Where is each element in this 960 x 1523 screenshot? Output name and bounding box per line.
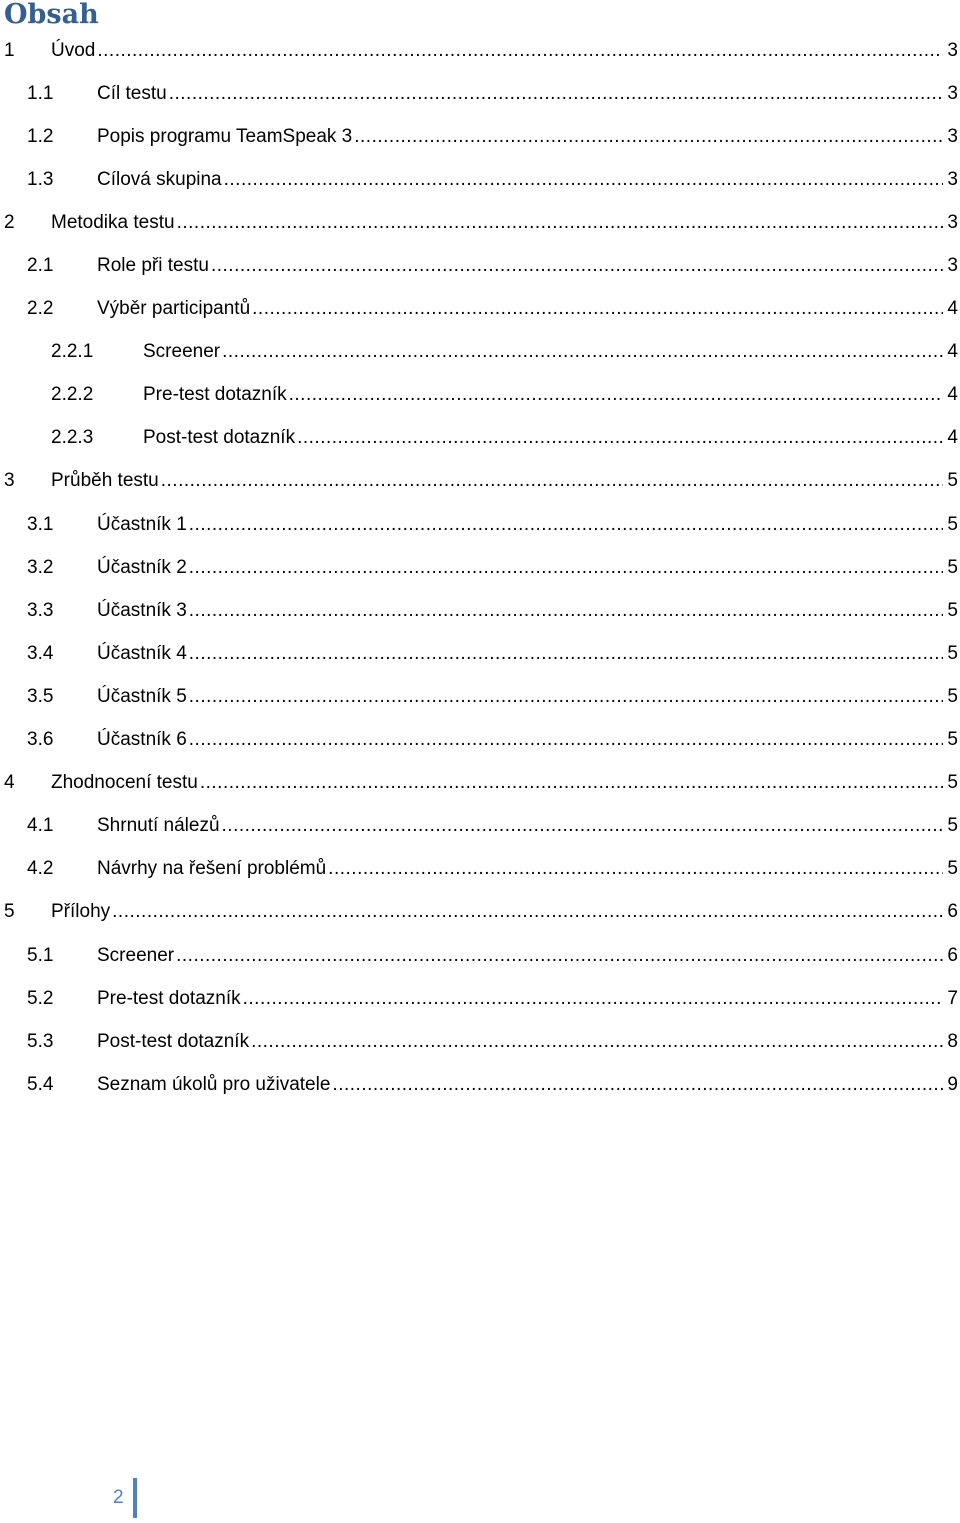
toc-entry-page: 5 xyxy=(947,513,958,535)
page-title: Obsah xyxy=(4,0,99,30)
toc-entry-number: 2.1 xyxy=(27,255,54,277)
toc-entry-title[interactable]: Výběr participantů xyxy=(97,298,251,320)
toc-dot-leader xyxy=(177,212,944,234)
toc-entry-title[interactable]: Přílohy xyxy=(51,901,111,923)
toc-entry-line xyxy=(97,945,960,967)
toc-entry-title[interactable]: Post-test dotazník xyxy=(143,427,296,449)
toc-entry[interactable] xyxy=(0,891,960,934)
toc-entry-page: 8 xyxy=(947,1030,958,1052)
toc-entry-title[interactable]: Screener xyxy=(97,944,175,966)
toc-entry-page: 5 xyxy=(947,556,958,578)
toc-entry[interactable] xyxy=(0,848,960,891)
toc-entry-number: 4 xyxy=(4,772,15,794)
toc-entry[interactable] xyxy=(0,29,960,72)
toc-dot-leader xyxy=(354,126,943,148)
toc-entry[interactable] xyxy=(0,244,960,287)
toc-entry-title[interactable]: Role při testu xyxy=(97,255,209,277)
toc-entry-title[interactable]: Pre-test dotazník xyxy=(97,987,241,1009)
toc-dot-leader xyxy=(243,988,944,1010)
toc-entry-title[interactable]: Metodika testu xyxy=(51,211,175,233)
toc-entry-line xyxy=(97,1031,960,1053)
toc-entry-title[interactable]: Zhodnocení testu xyxy=(51,772,198,794)
toc-dot-leader xyxy=(176,945,943,967)
toc-entry-page: 7 xyxy=(947,987,958,1009)
toc-dot-leader xyxy=(332,1074,943,1096)
toc-entry-line xyxy=(97,298,960,320)
toc-entry-line xyxy=(97,600,960,622)
toc-entry-page: 5 xyxy=(947,470,958,492)
toc-entry[interactable] xyxy=(0,632,960,675)
toc-entry-line xyxy=(97,729,960,751)
table-of-contents xyxy=(0,29,960,1106)
toc-entry-line xyxy=(51,40,960,62)
toc-entry-number: 2.2.1 xyxy=(51,341,94,363)
toc-entry-page: 5 xyxy=(947,815,958,837)
toc-dot-leader xyxy=(224,169,944,191)
toc-entry[interactable] xyxy=(0,417,960,460)
toc-entry-line xyxy=(143,384,960,406)
toc-entry-number: 3.6 xyxy=(27,729,54,751)
toc-entry-page: 5 xyxy=(947,599,958,621)
toc-entry[interactable] xyxy=(0,589,960,632)
toc-entry-number: 5.3 xyxy=(27,1030,54,1052)
toc-entry-line xyxy=(97,126,960,148)
toc-entry-number: 1.1 xyxy=(27,82,54,104)
toc-entry-title[interactable]: Cíl testu xyxy=(97,82,167,104)
toc-dot-leader xyxy=(200,772,944,794)
toc-entry-title[interactable]: Průběh testu xyxy=(51,470,159,492)
toc-entry-page: 3 xyxy=(947,82,958,104)
toc-entry-page: 5 xyxy=(947,772,958,794)
toc-entry-number: 1 xyxy=(4,39,15,61)
toc-entry-page: 5 xyxy=(947,729,958,751)
toc-dot-leader xyxy=(112,901,943,923)
toc-entry[interactable] xyxy=(0,805,960,848)
toc-entry-number: 1.3 xyxy=(27,168,54,190)
toc-entry[interactable] xyxy=(0,288,960,331)
toc-entry[interactable] xyxy=(0,72,960,115)
toc-entry-line xyxy=(97,815,960,837)
toc-entry-page: 4 xyxy=(947,384,958,406)
toc-entry-page: 3 xyxy=(947,211,958,233)
toc-entry[interactable] xyxy=(0,977,960,1020)
toc-entry[interactable] xyxy=(0,719,960,762)
toc-entry-page: 5 xyxy=(947,642,958,664)
toc-entry-line xyxy=(97,686,960,708)
toc-entry-title[interactable]: Účastník 5 xyxy=(97,685,187,707)
toc-entry-number: 5.2 xyxy=(27,987,54,1009)
toc-entry[interactable] xyxy=(0,115,960,158)
toc-entry-number: 3.2 xyxy=(27,556,54,578)
toc-dot-leader xyxy=(222,815,944,837)
toc-entry-title[interactable]: Účastník 3 xyxy=(97,599,187,621)
toc-dot-leader xyxy=(189,600,944,622)
toc-entry-number: 3.5 xyxy=(27,685,54,707)
toc-dot-leader xyxy=(222,341,943,363)
toc-dot-leader xyxy=(97,40,943,62)
toc-entry-number: 3.3 xyxy=(27,599,54,621)
toc-entry-line xyxy=(97,255,960,277)
toc-dot-leader xyxy=(189,686,944,708)
toc-entry-number: 2 xyxy=(4,211,15,233)
toc-entry-line xyxy=(97,1074,960,1096)
toc-entry-title[interactable]: Účastník 4 xyxy=(97,642,187,664)
toc-entry-page: 4 xyxy=(947,427,958,449)
toc-entry[interactable] xyxy=(0,201,960,244)
page-number-bar xyxy=(133,1478,137,1518)
toc-entry-page: 3 xyxy=(947,125,958,147)
toc-entry-page: 3 xyxy=(947,168,958,190)
toc-entry[interactable] xyxy=(0,1063,960,1106)
toc-entry[interactable] xyxy=(0,762,960,805)
toc-entry-title[interactable]: Post-test dotazník xyxy=(97,1030,250,1052)
toc-entry-number: 3.4 xyxy=(27,642,54,664)
toc-entry-number: 3.1 xyxy=(27,513,54,535)
toc-entry-title[interactable]: Účastník 2 xyxy=(97,556,187,578)
toc-entry[interactable] xyxy=(0,675,960,718)
toc-entry-number: 3 xyxy=(4,470,15,492)
toc-entry-page: 5 xyxy=(947,858,958,880)
page-number: 2 xyxy=(113,1487,124,1508)
toc-entry-title[interactable]: Seznam úkolů pro uživatele xyxy=(97,1073,331,1095)
toc-entry-title[interactable]: Screener xyxy=(143,341,221,363)
toc-entry[interactable] xyxy=(0,374,960,417)
toc-entry-page: 3 xyxy=(947,39,958,61)
toc-entry-line xyxy=(51,901,960,923)
toc-dot-leader xyxy=(189,557,944,579)
toc-dot-leader xyxy=(328,858,943,880)
toc-entry-number: 4.2 xyxy=(27,858,54,880)
toc-entry[interactable] xyxy=(0,331,960,374)
toc-entry-number: 5 xyxy=(4,901,15,923)
toc-entry-line xyxy=(51,470,960,492)
toc-entry-title[interactable]: Cílová skupina xyxy=(97,168,222,190)
toc-entry-title[interactable]: Návrhy na řešení problémů xyxy=(97,858,327,880)
toc-dot-leader xyxy=(189,643,944,665)
toc-dot-leader xyxy=(169,83,944,105)
toc-entry-number: 2.2.3 xyxy=(51,427,94,449)
toc-dot-leader xyxy=(251,1031,943,1053)
toc-entry-line xyxy=(97,643,960,665)
toc-dot-leader xyxy=(289,384,944,406)
toc-entry-page: 6 xyxy=(947,944,958,966)
toc-entry-line xyxy=(97,988,960,1010)
toc-entry-number: 5.4 xyxy=(27,1073,54,1095)
toc-entry-line xyxy=(143,427,960,449)
toc-entry-title[interactable]: Shrnutí nálezů xyxy=(97,815,220,837)
toc-entry-line xyxy=(97,83,960,105)
toc-entry-page: 6 xyxy=(947,901,958,923)
page-footer xyxy=(113,1476,137,1520)
toc-dot-leader xyxy=(211,255,943,277)
toc-entry-title[interactable]: Popis programu TeamSpeak 3 xyxy=(97,125,353,147)
toc-dot-leader xyxy=(189,729,944,751)
toc-dot-leader xyxy=(189,514,944,536)
toc-entry-page: 3 xyxy=(947,255,958,277)
toc-entry[interactable] xyxy=(0,1020,960,1063)
toc-entry-number: 4.1 xyxy=(27,815,54,837)
toc-entry-line xyxy=(51,772,960,794)
toc-entry[interactable] xyxy=(0,934,960,977)
toc-entry-page: 4 xyxy=(947,341,958,363)
toc-entry-number: 2.2 xyxy=(27,298,54,320)
toc-entry[interactable] xyxy=(0,158,960,201)
toc-entry-page: 9 xyxy=(947,1073,958,1095)
toc-entry-title[interactable]: Účastník 6 xyxy=(97,729,187,751)
toc-entry-number: 5.1 xyxy=(27,944,54,966)
toc-entry[interactable] xyxy=(0,546,960,589)
toc-entry-line xyxy=(97,557,960,579)
toc-entry-line xyxy=(97,169,960,191)
toc-entry-page: 5 xyxy=(947,685,958,707)
toc-entry-line xyxy=(51,212,960,234)
toc-entry-title[interactable]: Úvod xyxy=(51,39,96,61)
toc-entry-number: 2.2.2 xyxy=(51,384,94,406)
toc-dot-leader xyxy=(161,470,944,492)
toc-entry-line xyxy=(97,514,960,536)
toc-entry-page: 4 xyxy=(947,298,958,320)
toc-entry-title[interactable]: Účastník 1 xyxy=(97,513,187,535)
toc-dot-leader xyxy=(252,298,943,320)
toc-entry-line xyxy=(143,341,960,363)
toc-entry-line xyxy=(97,858,960,880)
toc-entry[interactable] xyxy=(0,503,960,546)
toc-entry-number: 1.2 xyxy=(27,125,54,147)
toc-dot-leader xyxy=(297,427,943,449)
toc-entry-title[interactable]: Pre-test dotazník xyxy=(143,384,287,406)
toc-entry[interactable] xyxy=(0,460,960,503)
